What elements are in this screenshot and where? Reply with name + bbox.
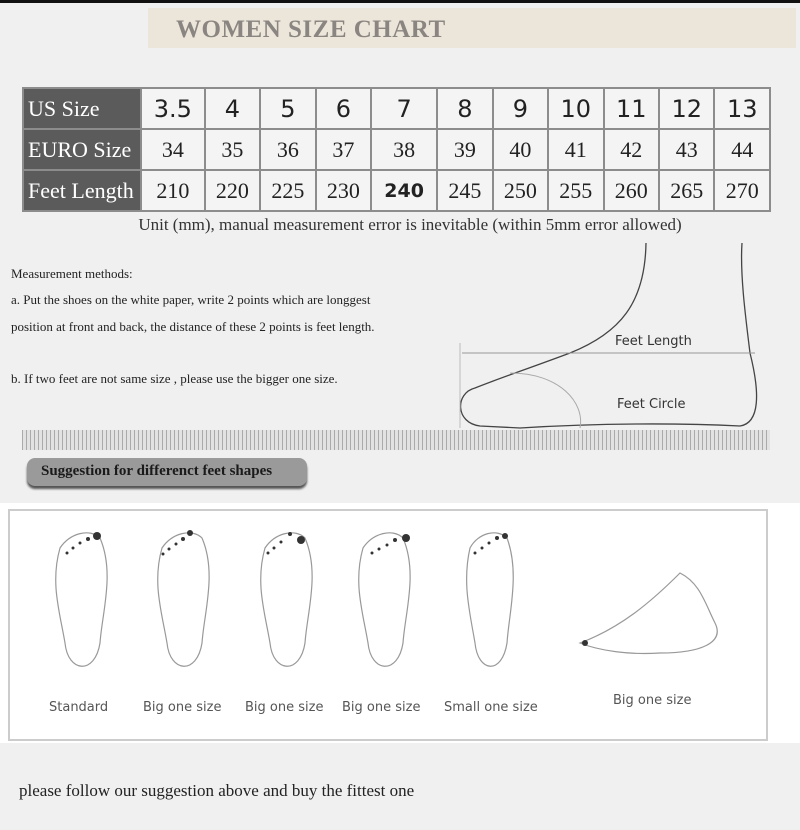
cell: 41 xyxy=(548,129,603,170)
cell: 35 xyxy=(205,129,260,170)
feet-shapes-panel xyxy=(0,503,800,743)
cell: 42 xyxy=(604,129,659,170)
feet-circle-label: Feet Circle xyxy=(617,397,686,412)
cell: 44 xyxy=(714,129,770,170)
cell: 225 xyxy=(260,170,315,211)
cell: 39 xyxy=(437,129,492,170)
shape-label: Big one size xyxy=(245,700,324,715)
shape-label: Big one size xyxy=(143,700,222,715)
measurement-a1: a. Put the shoes on the white paper, write 2 points which are longgest xyxy=(11,292,371,307)
ruler xyxy=(22,430,770,450)
measurement-a2: position at front and back, the distance of these 2 points is feet length. xyxy=(11,319,375,334)
cell: 38 xyxy=(371,129,437,170)
measurement-heading: Measurement methods: xyxy=(11,266,133,281)
measurement-b: b. If two feet are not same size , please use the bigger one size. xyxy=(11,371,338,386)
cell: 36 xyxy=(260,129,315,170)
table-row-us xyxy=(23,88,770,129)
cell: 240 xyxy=(371,170,437,211)
shape-label: Standard xyxy=(49,700,109,715)
suggestion-heading: Suggestion for differenct feet shapes xyxy=(27,458,307,486)
cell: 245 xyxy=(437,170,492,211)
cell: 40 xyxy=(493,129,548,170)
cell: 7 xyxy=(371,88,437,129)
shape-label: Small one size xyxy=(444,700,538,715)
cell: 34 xyxy=(141,129,205,170)
cell: 12 xyxy=(659,88,714,129)
title-band xyxy=(148,8,796,48)
cell: 210 xyxy=(141,170,205,211)
cell: 3.5 xyxy=(141,88,205,129)
cell: 4 xyxy=(205,88,260,129)
feet-length-label: Feet Length xyxy=(615,334,692,349)
cell: 5 xyxy=(260,88,315,129)
shape-label: Big one size xyxy=(613,693,692,708)
shape-label: Big one size xyxy=(342,700,421,715)
unit-note: Unit (mm), manual measurement error is inevitable (within 5mm error allowed) xyxy=(138,215,682,234)
cell: 270 xyxy=(714,170,770,211)
cell: 11 xyxy=(604,88,659,129)
cell: 265 xyxy=(659,170,714,211)
cell: 230 xyxy=(316,170,371,211)
table-row-length xyxy=(23,170,770,211)
cell: 10 xyxy=(548,88,603,129)
page-title: WOMEN SIZE CHART xyxy=(176,16,446,43)
cell: 37 xyxy=(316,129,371,170)
cell: 43 xyxy=(659,129,714,170)
table-row-euro xyxy=(23,129,770,170)
row-header: Feet Length xyxy=(23,170,141,211)
row-header: US Size xyxy=(23,88,141,129)
foot-side-diagram xyxy=(450,243,770,438)
cell: 9 xyxy=(493,88,548,129)
cell: 250 xyxy=(493,170,548,211)
size-table xyxy=(22,87,771,212)
cell: 260 xyxy=(604,170,659,211)
cell: 6 xyxy=(316,88,371,129)
row-header: EURO Size xyxy=(23,129,141,170)
footer-note: please follow our suggestion above and buy the fittest one xyxy=(19,781,415,800)
cell: 220 xyxy=(205,170,260,211)
cell: 8 xyxy=(437,88,492,129)
cell: 13 xyxy=(714,88,770,129)
cell: 255 xyxy=(548,170,603,211)
